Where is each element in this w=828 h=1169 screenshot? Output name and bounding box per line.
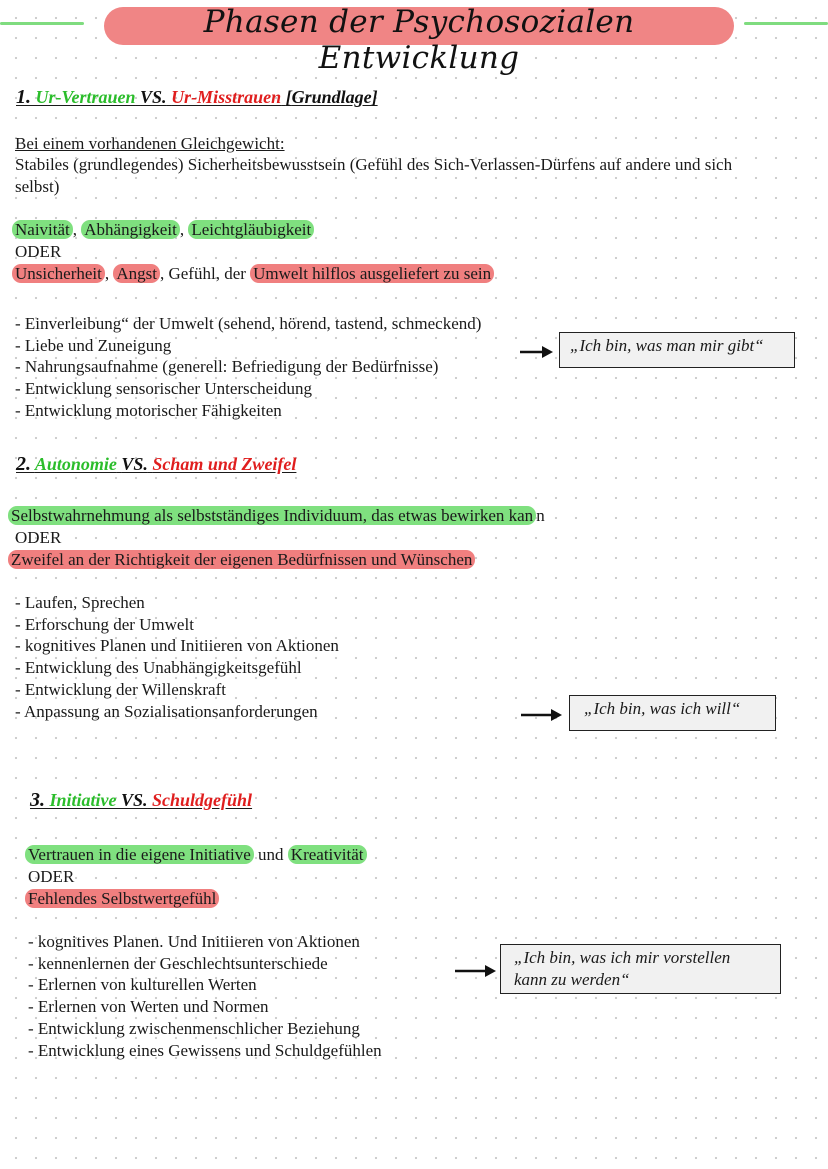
phase2-list (15, 592, 339, 722)
phase2-positive-line: Selbstwahrnehmung als selbstständiges Individuum, das etwas bewirken kan n (8, 505, 545, 527)
phase1-oder: ODER (15, 242, 62, 261)
list-item: - Entwicklung der Willenskraft (15, 679, 226, 699)
phase3-positive: Initiative (49, 790, 117, 810)
list-item: - Entwicklung eines Gewissens und Schuldgefühlen (28, 1040, 382, 1060)
phase2-quote: „Ich bin, was ich will“ (569, 695, 776, 731)
phase1-negative-traits: Unsicherheit , Angst , Gefühl, der Umwelt hilflos ausgeliefert zu sein (12, 263, 494, 285)
list-item: - Nahrungsaufnahme (generell: Befriedigung der Bedürfnisse) (15, 357, 439, 377)
phase3-heading: 3. Initiative VS. Schuldgefühl (30, 789, 253, 811)
phase2-heading: 2. Autonomie VS. Scham und Zweifel (16, 453, 297, 475)
list-item: - Einverleibung“ der Umwelt (sehend, hörend, tastend, schmeckend) (15, 314, 482, 333)
phase2-positive: Autonomie (34, 454, 117, 474)
list-item: - kognitives Planen. Und Initiieren von Aktionen (28, 932, 360, 951)
list-item: - Laufen, Sprechen (15, 593, 145, 612)
list-item: - kognitives Planen und Initiieren von Aktionen (15, 636, 339, 656)
phase3-list (28, 931, 382, 1061)
phase1-quote: „Ich bin, was man mir gibt“ (559, 332, 795, 368)
phase3-oder: ODER (28, 867, 75, 886)
phase1-list (15, 313, 481, 422)
phase1-note: Grundlage (291, 87, 372, 107)
phase2-negative-line: Zweifel an der Richtigkeit der eigenen Bedürfnissen und Wünschen (8, 549, 475, 571)
phase1-balance-label: Bei einem vorhandenen Gleichgewicht: (15, 134, 285, 153)
arrow-right-icon (455, 963, 497, 979)
phase3-negative: Schuldgefühl (152, 790, 253, 810)
phase1-positive: Ur-Vertrauen (35, 87, 136, 107)
arrow-right-icon (521, 707, 563, 723)
list-item: - Entwicklung zwischenmenschlicher Beziehung (28, 1018, 360, 1038)
list-item: - Entwicklung sensorischer Unterscheidung (15, 379, 312, 399)
title-line-left (0, 22, 84, 25)
phase3-negative-line: Fehlendes Selbstwertgefühl (25, 888, 219, 910)
list-item: - Erlernen von Werten und Normen (28, 997, 269, 1017)
arrow-right-icon (520, 344, 554, 360)
page-title: Phasen der Psychosozialen Entwicklung (203, 4, 635, 76)
list-item: - Entwicklung motorischer Fähigkeiten (15, 400, 282, 420)
phase3-quote: „Ich bin, was ich mir vorstellen kann zu werden“ (500, 944, 781, 994)
phase2-oder: ODER (15, 528, 62, 547)
phase1-heading: 1. Ur-Vertrauen VS. Ur-Misstrauen [Grundlage] (16, 86, 378, 108)
list-item: - kennenlernen der Geschlechtsunterschiede (28, 953, 328, 973)
phase1-balance-text: Stabiles (grundlegendes) Sicherheitsbewusstsein (Gefühl des Sich-Verlassen-Dürfens auf andere und sich selbst) (15, 155, 733, 196)
title-line-right (744, 22, 828, 25)
phase1-negative: Ur-Misstrauen (171, 87, 282, 107)
phase1-positive-traits: Naivität , Abhängigkeit , Leichtgläubigkeit (12, 219, 314, 241)
phase3-positive-line: Vertrauen in die eigene Initiative und Kreativität (25, 844, 367, 866)
list-item: - Liebe und Zuneigung (15, 335, 172, 355)
list-item: - Entwicklung des Unabhängigkeitsgefühl (15, 658, 302, 678)
list-item: - Erforschung der Umwelt (15, 614, 194, 634)
list-item: - Erlernen von kulturellen Werten (28, 975, 257, 995)
list-item: - Anpassung an Sozialisationsanforderungen (15, 701, 318, 721)
phase2-negative: Scham und Zweifel (152, 454, 297, 474)
